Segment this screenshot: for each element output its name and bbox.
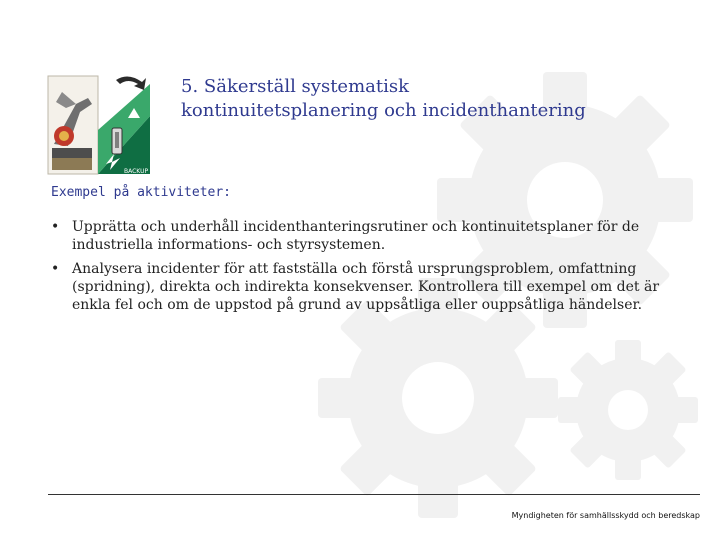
slide-title: 5. Säkerställ systematisk kontinuitetsplanering och incidenthantering <box>181 76 586 121</box>
backup-illustration-icon <box>46 74 152 176</box>
bullet-marker: • <box>51 261 60 277</box>
footer-organization: Myndigheten för samhällsskydd och beredskap <box>511 511 700 520</box>
footer-divider <box>48 494 700 495</box>
list-item-text: Upprätta och underhåll incidenthanteringsrutiner och kontinuitetsplaner för de industriella informations- och styrsystemen. <box>72 219 640 253</box>
activity-list <box>51 218 671 320</box>
list-item-text: Analysera incidenter för att fastställa och förstå ursprungsproblem, omfattning (spridning), direkta och indirekta konsekvenser. Kontrollera till exempel om det är enkla fel och om de uppstod på grund av uppsåtliga eller ouppsåtliga händelser. <box>72 261 660 313</box>
activities-subheading: Exempel på aktiviteter: <box>51 185 232 200</box>
list-item <box>51 260 671 314</box>
backup-label: BACKUP <box>124 168 149 175</box>
bullet-marker: • <box>51 219 60 235</box>
list-item <box>51 218 671 254</box>
